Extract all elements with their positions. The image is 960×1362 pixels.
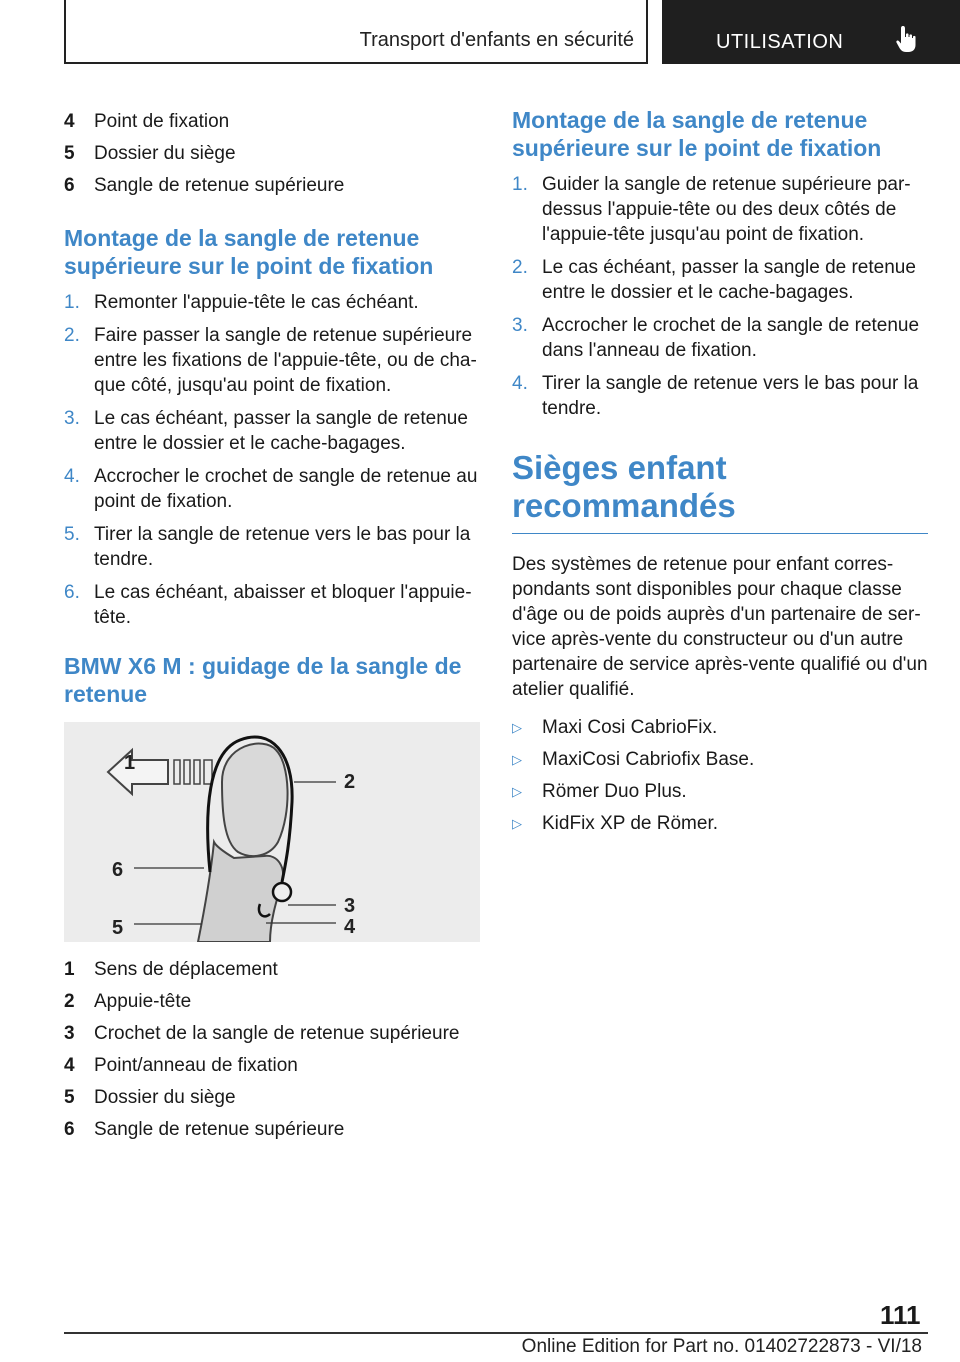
figure-label-1: 1 bbox=[124, 752, 136, 774]
list-item: 5 Dossier du siège bbox=[64, 1087, 236, 1108]
section-heading: Montage de la sangle de retenue supérieure sur le point de fixation bbox=[512, 107, 882, 161]
child-seat-list bbox=[512, 712, 928, 840]
legend-bottom bbox=[64, 954, 480, 1146]
anchor-ring bbox=[273, 883, 291, 901]
right-column bbox=[512, 106, 928, 840]
list-item: 6 Sangle de retenue supérieure bbox=[64, 175, 345, 196]
footer-rule bbox=[64, 1332, 928, 1334]
list-item: 1. Guider la sangle de retenue supérieure par-dessus l'appuie-tête ou des deux côtés de l'appuie-tête jusqu'au point de fixation. bbox=[512, 174, 911, 245]
legend-top bbox=[64, 106, 480, 202]
list-item: 4. Accrocher le crochet de sangle de retenue au point de fixation. bbox=[64, 466, 478, 512]
list-item: 2. Le cas échéant, passer la sangle de retenue entre le dossier et le cache-bagages. bbox=[512, 257, 916, 303]
steps-list bbox=[512, 172, 928, 421]
figure-label-5: 5 bbox=[112, 917, 124, 939]
triangle-bullet-icon: ▷ bbox=[512, 752, 522, 767]
direction-arrow-icon bbox=[108, 750, 168, 794]
list-item: 1 Sens de déplacement bbox=[64, 959, 278, 980]
page-number: 111 bbox=[880, 1300, 921, 1330]
list-item: 5. Tirer la sangle de retenue vers le bas pour la tendre. bbox=[64, 524, 471, 570]
list-item: ▷ MaxiCosi Cabriofix Base. bbox=[512, 744, 928, 776]
triangle-bullet-icon: ▷ bbox=[512, 784, 522, 799]
pointing-hand-icon bbox=[894, 24, 922, 54]
figure-label-4: 4 bbox=[344, 916, 356, 938]
headrest-shape bbox=[222, 744, 288, 857]
list-item: 1. Remonter l'appuie-tête le cas échéant. bbox=[64, 292, 419, 313]
header-chapter-title: UTILISATION bbox=[716, 31, 844, 53]
seatback-shape bbox=[198, 842, 283, 942]
left-column bbox=[64, 106, 480, 1146]
list-item: 3. Le cas échéant, passer la sangle de retenue entre le dossier et le cache-bagages. bbox=[64, 408, 468, 454]
major-heading: Sièges enfant recommandés bbox=[512, 449, 928, 534]
list-item: 2. Faire passer la sangle de retenue supérieure entre les fixations de l'appuie-tête, ou de cha-que côté, jusqu'au point de fixation. bbox=[64, 325, 477, 396]
list-item: ▷ Römer Duo Plus. bbox=[512, 776, 928, 808]
figure-label-2: 2 bbox=[344, 771, 356, 793]
list-item: ▷ KidFix XP de Römer. bbox=[512, 808, 928, 840]
list-item: 4 Point/anneau de fixation bbox=[64, 1055, 298, 1076]
header-section-box bbox=[64, 0, 648, 64]
list-item: 4. Tirer la sangle de retenue vers le bas pour la tendre. bbox=[512, 373, 919, 419]
list-item: 6. Le cas échéant, abaisser et bloquer l'appuie-tête. bbox=[64, 582, 472, 628]
figure-label-6: 6 bbox=[112, 859, 124, 881]
list-item: 2 Appuie-tête bbox=[64, 991, 192, 1012]
figure-label-3: 3 bbox=[344, 895, 356, 917]
list-item: 3 Crochet de la sangle de retenue supérieure bbox=[64, 1023, 460, 1044]
steps-list bbox=[64, 290, 480, 630]
triangle-bullet-icon: ▷ bbox=[512, 720, 522, 735]
list-item: 3. Accrocher le crochet de la sangle de retenue dans l'anneau de fixation. bbox=[512, 315, 920, 361]
list-item: 5 Dossier du siège bbox=[64, 143, 236, 164]
body-paragraph: Des systèmes de retenue pour enfant corres-pondants sont disponibles pour chaque classe d'âge ou de poids auprès d'un partenaire de ser-vice après-vente du constructeur ou d'un autre partenaire de service après-vente qualifié ou d'un atelier qualifié. bbox=[512, 554, 928, 700]
header-section-title: Transport d'enfants en sécurité bbox=[359, 29, 634, 51]
section-heading: BMW X6 M : guidage de la sangle de retenue bbox=[64, 653, 462, 707]
section-heading: Montage de la sangle de retenue supérieure sur le point de fixation bbox=[64, 225, 434, 279]
list-item: ▷ Maxi Cosi CabrioFix. bbox=[512, 712, 928, 744]
headrest-strap-illustration bbox=[64, 722, 480, 942]
triangle-bullet-icon: ▷ bbox=[512, 816, 522, 831]
list-item: 6 Sangle de retenue supérieure bbox=[64, 1119, 345, 1140]
footer-edition: Online Edition for Part no. 01402722873 - VI/18 bbox=[521, 1336, 922, 1357]
list-item: 4 Point de fixation bbox=[64, 111, 230, 132]
